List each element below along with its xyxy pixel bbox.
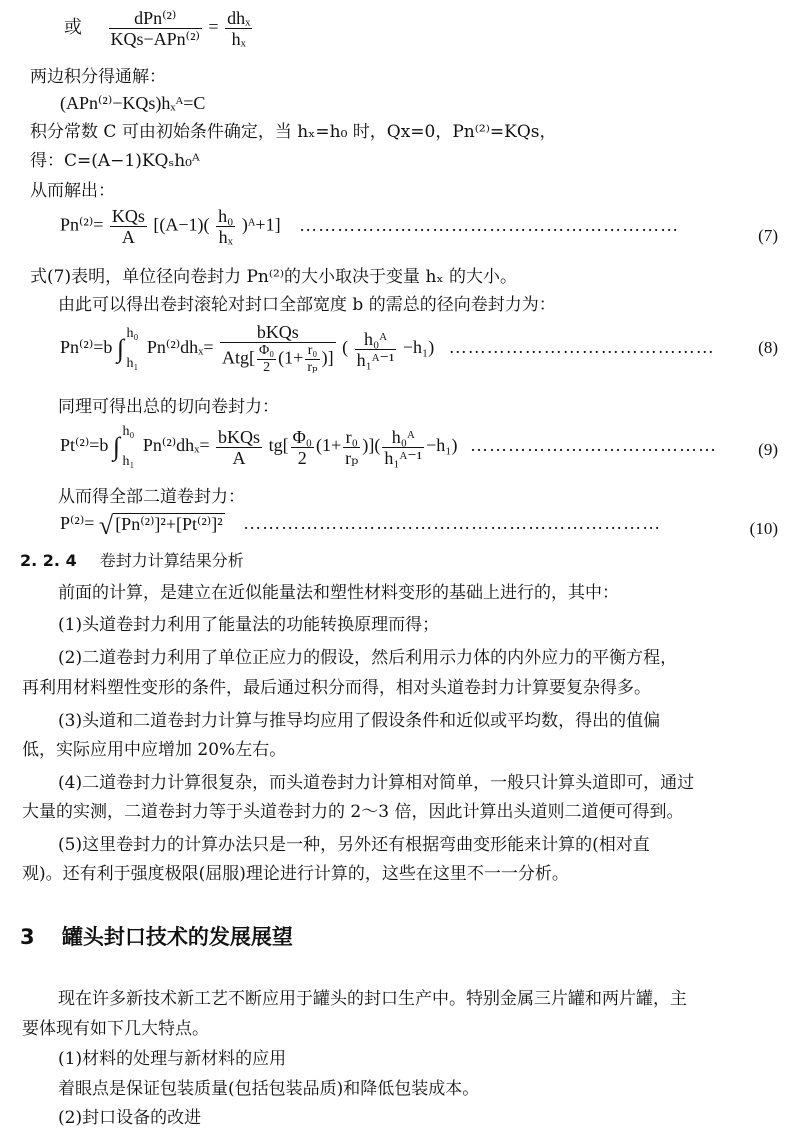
equation-or — [64, 8, 254, 49]
section-number: 3 — [20, 925, 35, 949]
equation-9 — [60, 424, 717, 470]
eq9-tg: tg[ — [268, 435, 289, 456]
para-3-line-2: 要体现有如下几大特点。 — [22, 1019, 209, 1039]
eq9-integral-limits — [121, 424, 137, 470]
eq8-denominator — [220, 342, 336, 376]
equals: = — [208, 16, 219, 37]
eq7-fraction — [110, 206, 147, 247]
eq9-phi-num: Φ₀ — [292, 426, 312, 447]
equation-number-9: (9) — [758, 440, 778, 459]
lhs-denominator: KQs−APn⁽²⁾ — [110, 29, 200, 49]
or-prefix: 或 — [64, 16, 82, 37]
equation-10 — [60, 510, 662, 540]
text-constant-value: 得：C=(A−1)KQₛh₀ᴬ — [30, 151, 200, 171]
eq9-r-fraction — [343, 427, 360, 468]
eq9-h-num: h₀ᴬ — [391, 426, 415, 447]
eq8-den-mid: (1+ — [278, 347, 304, 368]
eq7-mid: [(A−1)( — [153, 214, 210, 235]
eq8-h-den: h₁ᴬ⁻¹ — [356, 349, 395, 370]
square-root — [98, 510, 225, 540]
equation-7 — [60, 206, 679, 247]
equation-number-7: (7) — [758, 226, 778, 245]
eq8-lhs: Pn⁽²⁾=b — [60, 337, 113, 358]
eq10-radicand: [Pn⁽²⁾]²+[Pt⁽²⁾]² — [115, 513, 223, 534]
eq10-dots: ………………………………………………………… — [243, 513, 662, 533]
eq8-den-pre: Atg[ — [222, 347, 256, 368]
integral-sign: ∫ — [112, 432, 121, 461]
text-solve: 从而解出： — [30, 181, 115, 201]
rhs-denominator: hₓ — [225, 28, 252, 49]
item-5-line-2: 观)。还有利于强度极限(屈服)理论进行计算的，这些在这里不一一分析。 — [22, 864, 569, 884]
eq8-upper-limit: h₀ — [126, 326, 139, 341]
eq8-den-tail: )] — [321, 347, 334, 368]
text-tangent: 同理可得出总的切向卷封力： — [58, 397, 279, 417]
eq7-denominator: A — [110, 226, 147, 247]
equation-8 — [60, 322, 715, 376]
eq8-main-fraction — [220, 322, 336, 376]
eq9-denominator: A — [216, 447, 262, 468]
eq9-numerator: bKQs — [218, 426, 261, 447]
eq7-inner-denominator: hₓ — [216, 226, 235, 247]
eq9-mid: (1+ — [316, 435, 342, 456]
eq9-phi-den: 2 — [291, 447, 314, 468]
eq8-r-den: rₚ — [307, 360, 318, 375]
item-3-2: (2)封口设备的改进 — [58, 1108, 202, 1128]
eq8-r-num: r₀ — [307, 343, 318, 358]
text-eq7-meaning: 式(7)表明，单位径向卷封力 Pn⁽²⁾的大小取决于变量 hₓ 的大小。 — [30, 267, 517, 287]
eq8-lower-limit: h₁ — [126, 356, 139, 371]
item-2-line-2: 再利用材料塑性变形的条件，最后通过积分而得，相对头道卷封力计算要复杂得多。 — [22, 678, 651, 698]
eq9-upper-limit: h₀ — [122, 424, 135, 439]
eq7-tail: )ᴬ+1] — [241, 214, 281, 235]
eq9-h-den: h₁ᴬ⁻¹ — [384, 447, 423, 468]
item-3-1: (1)材料的处理与新材料的应用 — [58, 1049, 287, 1069]
item-4-line-1: (4)二道卷封力计算很复杂，而头道卷封力计算相对简单，一般只计算头道即可，通过 — [58, 773, 695, 793]
eq8-r-fraction — [305, 343, 319, 376]
eq8-h-fraction — [355, 329, 397, 370]
equation-number-10: (10) — [749, 519, 778, 538]
eq9-lower-limit: h₁ — [122, 454, 135, 469]
eq10-lhs: P⁽²⁾= — [60, 513, 95, 533]
eq9-close: )]( — [362, 435, 381, 456]
eq7-numerator: KQs — [111, 206, 145, 226]
radical-sign: √ — [98, 510, 114, 540]
item-3-line-1: (3)头道和二道卷封力计算与推导均应用了假设条件和近似或平均数，得出的值偏 — [58, 711, 661, 731]
section-title: 罐头封口技术的发展展望 — [61, 925, 293, 949]
equation-number-8: (8) — [758, 338, 778, 357]
text-integration-constant: 积分常数 C 可由初始条件确定，当 hₓ=h₀ 时，Qx=0，Pn⁽²⁾=KQs， — [30, 122, 557, 142]
eq9-r-num: r₀ — [345, 426, 358, 447]
section-title: 卷封力计算结果分析 — [99, 551, 244, 570]
section-heading-3 — [20, 926, 293, 948]
eq9-r-den: rₚ — [345, 447, 359, 468]
item-4-line-2: 大量的实测，二道卷封力等于头道卷封力的 2～3 倍，因此计算出头道则二道便可得到。 — [22, 802, 684, 822]
rhs-numerator: dhₓ — [227, 8, 251, 28]
item-2-line-1: (2)二道卷封力利用了单位正应力的假设，然后利用示力体的内外应力的平衡方程， — [58, 648, 678, 668]
eq8-h-tail: −h₁) — [402, 337, 435, 358]
item-3-line-2: 低，实际应用中应增加 20%左右。 — [22, 740, 287, 760]
eq7-dots: …………………………………………………… — [299, 214, 680, 235]
eq8-h-num: h₀ᴬ — [364, 328, 387, 349]
eq8-integral-limits — [125, 326, 141, 372]
eq8-phi-den: 2 — [257, 359, 276, 376]
integral-sign: ∫ — [116, 334, 125, 363]
eq9-dots: ………………………………… — [470, 435, 718, 456]
section-number: 2. 2. 4 — [20, 551, 77, 570]
eq8-dots: …………………………………… — [448, 337, 715, 358]
item-1: (1)头道卷封力利用了能量法的功能转换原理而得； — [58, 615, 440, 635]
eq9-lhs: Pt⁽²⁾=b — [60, 435, 109, 456]
eq7-inner-fraction — [216, 206, 235, 247]
eq8-paren-open: ( — [342, 337, 349, 358]
eq8-phi-num: Φ₀ — [259, 343, 275, 358]
eq9-main-fraction — [216, 427, 262, 468]
eq9-h-fraction — [382, 427, 424, 468]
para-3-line-1: 现在许多新技术新工艺不断应用于罐头的封口生产中。特别金属三片罐和两片罐，主 — [58, 989, 687, 1009]
para-intro: 前面的计算，是建立在近似能量法和塑性材料变形的基础上进行的，其中： — [58, 583, 619, 603]
text-second-total: 从而得全部二道卷封力： — [58, 487, 245, 507]
lhs-numerator: dPn⁽²⁾ — [134, 8, 177, 28]
eq8-phi-fraction — [257, 343, 276, 376]
section-heading-2-2-4 — [20, 550, 244, 572]
lhs-fraction — [109, 8, 202, 49]
eq8-numerator: bKQs — [256, 322, 299, 342]
rhs-fraction — [225, 8, 252, 49]
text-radial-total: 由此可以得出卷封滚轮对封口全部宽度 b 的需总的径向卷封力为： — [58, 295, 556, 315]
item-5-line-1: (5)这里卷封力的计算办法只是一种，另外还有根据弯曲变形能来计算的(相对直 — [58, 835, 650, 855]
eq7-inner-numerator: h₀ — [218, 206, 234, 226]
eq9-phi-fraction — [291, 427, 314, 468]
text-integrate: 两边积分得通解： — [30, 67, 166, 87]
item-3-1-description: 着眼点是保证包装质量(包括包装品质)和降低包装成本。 — [58, 1079, 480, 1099]
eq8-integrand: Pn⁽²⁾dhₓ= — [146, 337, 214, 358]
eq9-integrand: Pn⁽²⁾dhₓ= — [142, 435, 210, 456]
equation-general-solution: (APn⁽²⁾−KQs)hₓᴬ=C — [60, 93, 206, 113]
eq7-lhs: Pn⁽²⁾= — [60, 214, 104, 235]
eq9-h-tail: −h₁) — [426, 435, 458, 456]
